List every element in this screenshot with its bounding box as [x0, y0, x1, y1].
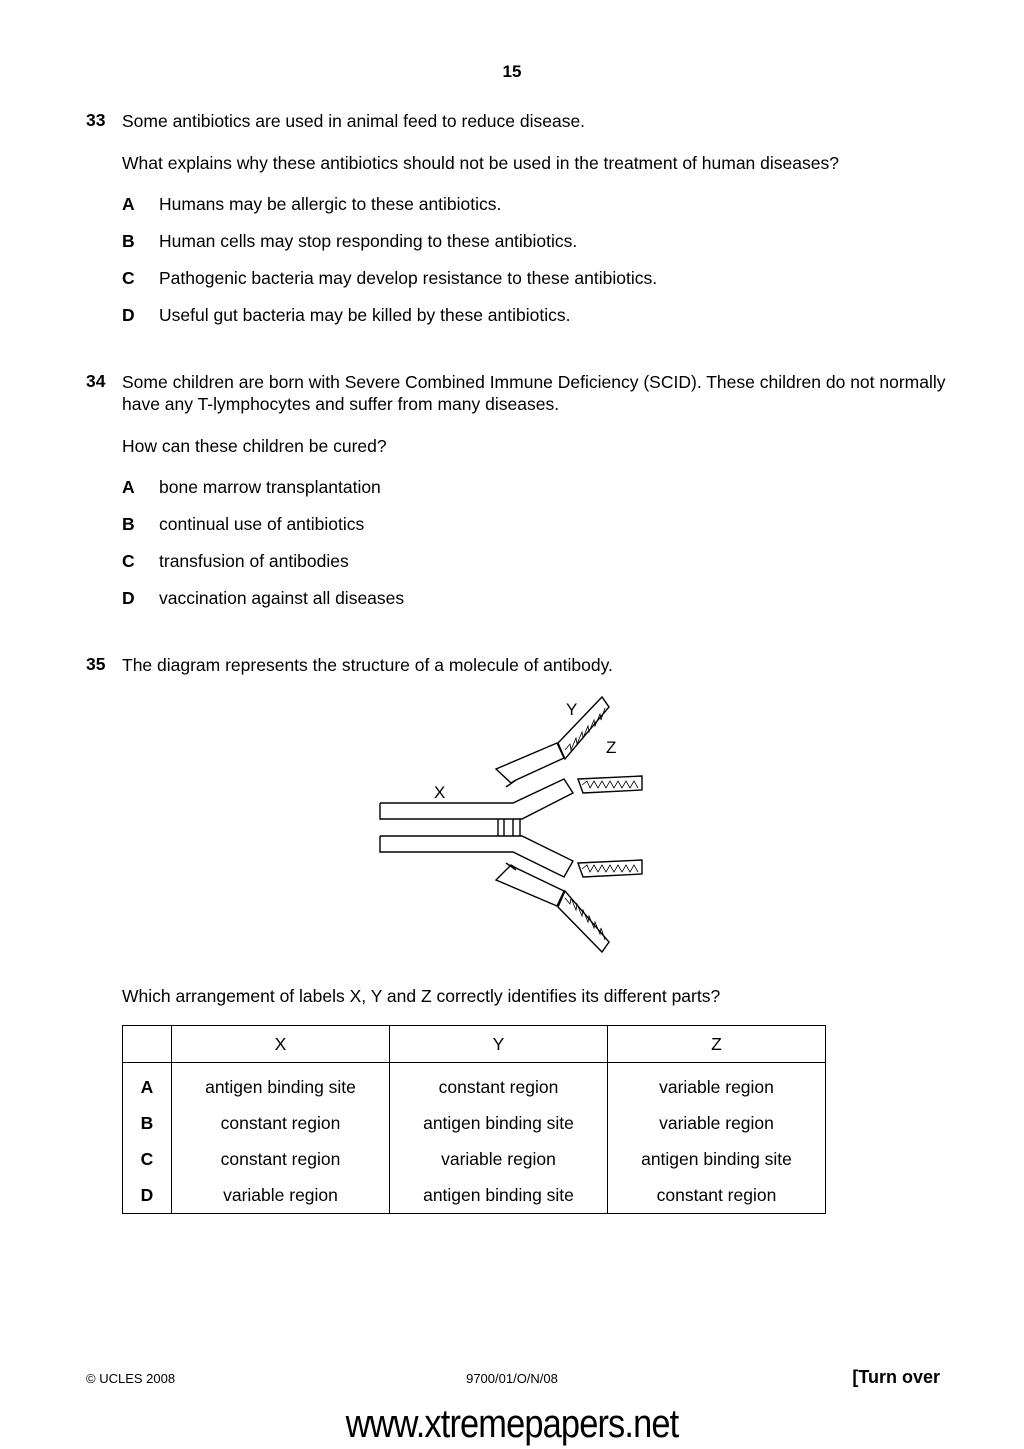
question-stem: Some children are born with Severe Combined Immune Deficiency (SCID). These children do not normally have any T-lymphocytes and suffer from many diseases.	[122, 372, 946, 414]
option-text: Pathogenic bacteria may develop resistance to these antibiotics.	[159, 268, 658, 288]
option-letter: C	[122, 551, 135, 571]
cell-y: constant region	[390, 1063, 608, 1106]
cell-z: variable region	[608, 1105, 826, 1141]
cell-z: antigen binding site	[608, 1141, 826, 1177]
cell-x: antigen binding site	[172, 1063, 390, 1106]
paper-code: 9700/01/O/N/08	[466, 1371, 558, 1386]
header-cell	[123, 1026, 172, 1063]
cell-y: antigen binding site	[390, 1105, 608, 1141]
option-text: Useful gut bacteria may be killed by these antibiotics.	[159, 305, 571, 325]
cell-z: variable region	[608, 1063, 826, 1106]
table-row	[123, 1141, 826, 1177]
header-cell: X	[172, 1026, 390, 1063]
row-letter: A	[123, 1063, 172, 1106]
cell-x: variable region	[172, 1177, 390, 1214]
label-y: Y	[566, 700, 578, 719]
cell-z: constant region	[608, 1177, 826, 1214]
cell-x: constant region	[172, 1141, 390, 1177]
cell-y: antigen binding site	[390, 1177, 608, 1214]
option-letter: D	[122, 305, 135, 325]
cell-y: variable region	[390, 1141, 608, 1177]
cell-x: constant region	[172, 1105, 390, 1141]
question-number: 33	[86, 110, 106, 130]
question-number: 35	[86, 654, 106, 674]
header-cell: Z	[608, 1026, 826, 1063]
label-x: X	[434, 783, 446, 802]
question-stem: Some antibiotics are used in animal feed to reduce disease.	[122, 111, 586, 131]
copyright: © UCLES 2008	[86, 1371, 176, 1386]
option-letter: D	[122, 588, 135, 608]
row-letter: B	[123, 1105, 172, 1141]
option-letter: A	[122, 477, 135, 497]
antibody-diagram	[370, 690, 660, 960]
question-prompt: How can these children be cured?	[122, 436, 387, 456]
option-text: Human cells may stop responding to these antibiotics.	[159, 231, 578, 251]
answer-table	[122, 1025, 826, 1214]
option-text: transfusion of antibodies	[159, 551, 349, 571]
table-row	[123, 1063, 826, 1106]
table-header-row	[123, 1026, 826, 1063]
question-stem: The diagram represents the structure of a molecule of antibody.	[122, 655, 613, 675]
row-letter: C	[123, 1141, 172, 1177]
turn-over: [Turn over	[852, 1367, 940, 1387]
table-row	[123, 1105, 826, 1141]
option-letter: A	[122, 194, 135, 214]
watermark: www.xtremepapers.net	[345, 1402, 679, 1446]
option-text: bone marrow transplantation	[159, 477, 381, 497]
option-text: Humans may be allergic to these antibiotics.	[159, 194, 502, 214]
question-prompt: Which arrangement of labels X, Y and Z correctly identifies its different parts?	[122, 986, 721, 1006]
question-prompt: What explains why these antibiotics should not be used in the treatment of human diseases?	[122, 153, 839, 173]
option-letter: B	[122, 231, 135, 251]
option-text: continual use of antibiotics	[159, 514, 365, 534]
option-text: vaccination against all diseases	[159, 588, 405, 608]
table-row	[123, 1177, 826, 1214]
header-cell: Y	[390, 1026, 608, 1063]
page-number: 15	[502, 62, 522, 81]
option-letter: C	[122, 268, 135, 288]
option-letter: B	[122, 514, 135, 534]
question-number: 34	[86, 371, 106, 391]
label-z: Z	[606, 738, 617, 757]
row-letter: D	[123, 1177, 172, 1214]
